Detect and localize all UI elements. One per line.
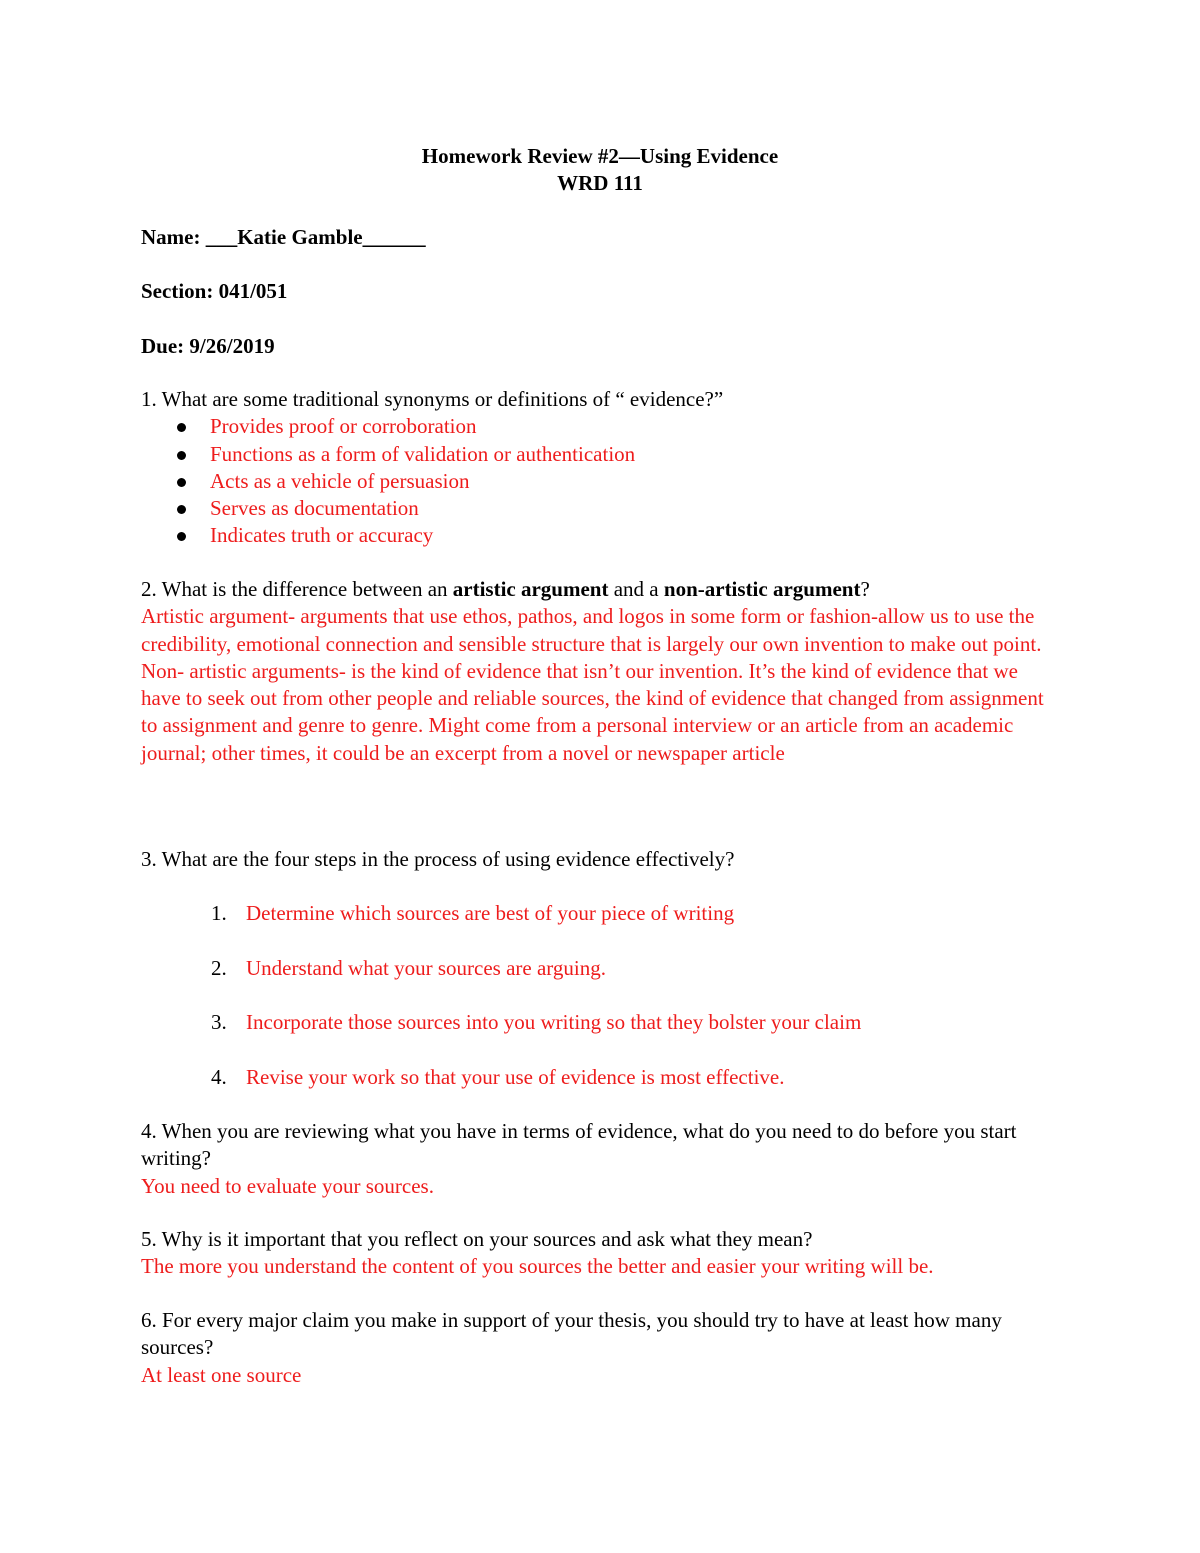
question-2 — [141, 576, 1061, 767]
list-item: 1. Determine which sources are best of your piece of writing — [211, 901, 735, 925]
bullet-icon — [177, 451, 186, 460]
question-2-answer-artistic: Artistic argument- arguments that use ethos, pathos, and logos in some form or fashion-allow us to use the credibility, emotional connection and sensible structure that is largely our own invention to make out point. — [141, 604, 1042, 656]
list-item: 2. Understand what your sources are arguing. — [211, 955, 607, 980]
bullet-icon — [177, 423, 186, 432]
question-4-text: 4. When you are reviewing what you have in terms of evidence, what do you need to do before you start writing? — [141, 1119, 1017, 1171]
question-1 — [141, 386, 1061, 550]
question-5 — [141, 1226, 1061, 1281]
course-code: WRD 111 — [557, 171, 643, 195]
list-item: Provides proof or corroboration — [141, 413, 1061, 440]
term-artistic-argument: artistic argument — [452, 577, 609, 601]
list-item: Indicates truth or accuracy — [141, 522, 1061, 549]
due-line: Due: 9/26/2019 — [141, 334, 275, 358]
section-line: Section: 041/051 — [141, 279, 288, 303]
question-3 — [141, 846, 1061, 873]
question-3-text: 3. What are the four steps in the process of using evidence effectively? — [141, 847, 735, 871]
question-6-text: 6. For every major claim you make in support of your thesis, you should try to have at least how many sources? — [141, 1308, 1002, 1360]
question-4 — [141, 1118, 1061, 1200]
question-1-text: 1. What are some traditional synonyms or definitions of “ evidence?” — [141, 387, 724, 411]
name-line: Name: ___Katie Gamble______ — [141, 225, 426, 249]
question-5-answer: The more you understand the content of you sources the better and easier your writing will be. — [141, 1254, 934, 1279]
list-item: 3. Incorporate those sources into you writing so that they bolster your claim — [211, 1010, 862, 1034]
bullet-icon — [177, 478, 186, 487]
list-item: 4. Revise your work so that your use of evidence is most effective. — [211, 1064, 785, 1089]
question-6-answer: At least one source — [141, 1362, 302, 1387]
list-item: Functions as a form of validation or authentication — [141, 441, 1061, 468]
question-3-steps — [141, 900, 1061, 1118]
question-6 — [141, 1307, 1061, 1389]
list-item: Acts as a vehicle of persuasion — [141, 468, 1061, 495]
term-non-artistic-argument: non-artistic argument — [663, 577, 861, 601]
question-2-text: 2. What is the difference between an artistic argument and a non-artistic argument? — [141, 577, 870, 601]
steps-list — [141, 900, 1061, 1091]
question-1-answer-list — [141, 413, 1061, 549]
question-5-text: 5. Why is it important that you reflect on your sources and ask what they mean? — [141, 1227, 813, 1251]
document-title: Homework Review #2—Using Evidence — [421, 144, 779, 168]
question-2-answer-non-artistic: Non- artistic arguments- is the kind of evidence that isn’t our invention. It’s the kind of evidence that we have to seek out from other people and reliable sources, the kind of evidence that changed from assignment to assignment and genre to genre. Might come from a personal interview or an article from an academic journal; other times, it could be an excerpt from a novel or newspaper article — [141, 658, 1044, 765]
bullet-icon — [177, 532, 186, 541]
list-item: Serves as documentation — [141, 495, 1061, 522]
question-4-answer: You need to evaluate your sources. — [141, 1173, 434, 1198]
bullet-icon — [177, 505, 186, 514]
